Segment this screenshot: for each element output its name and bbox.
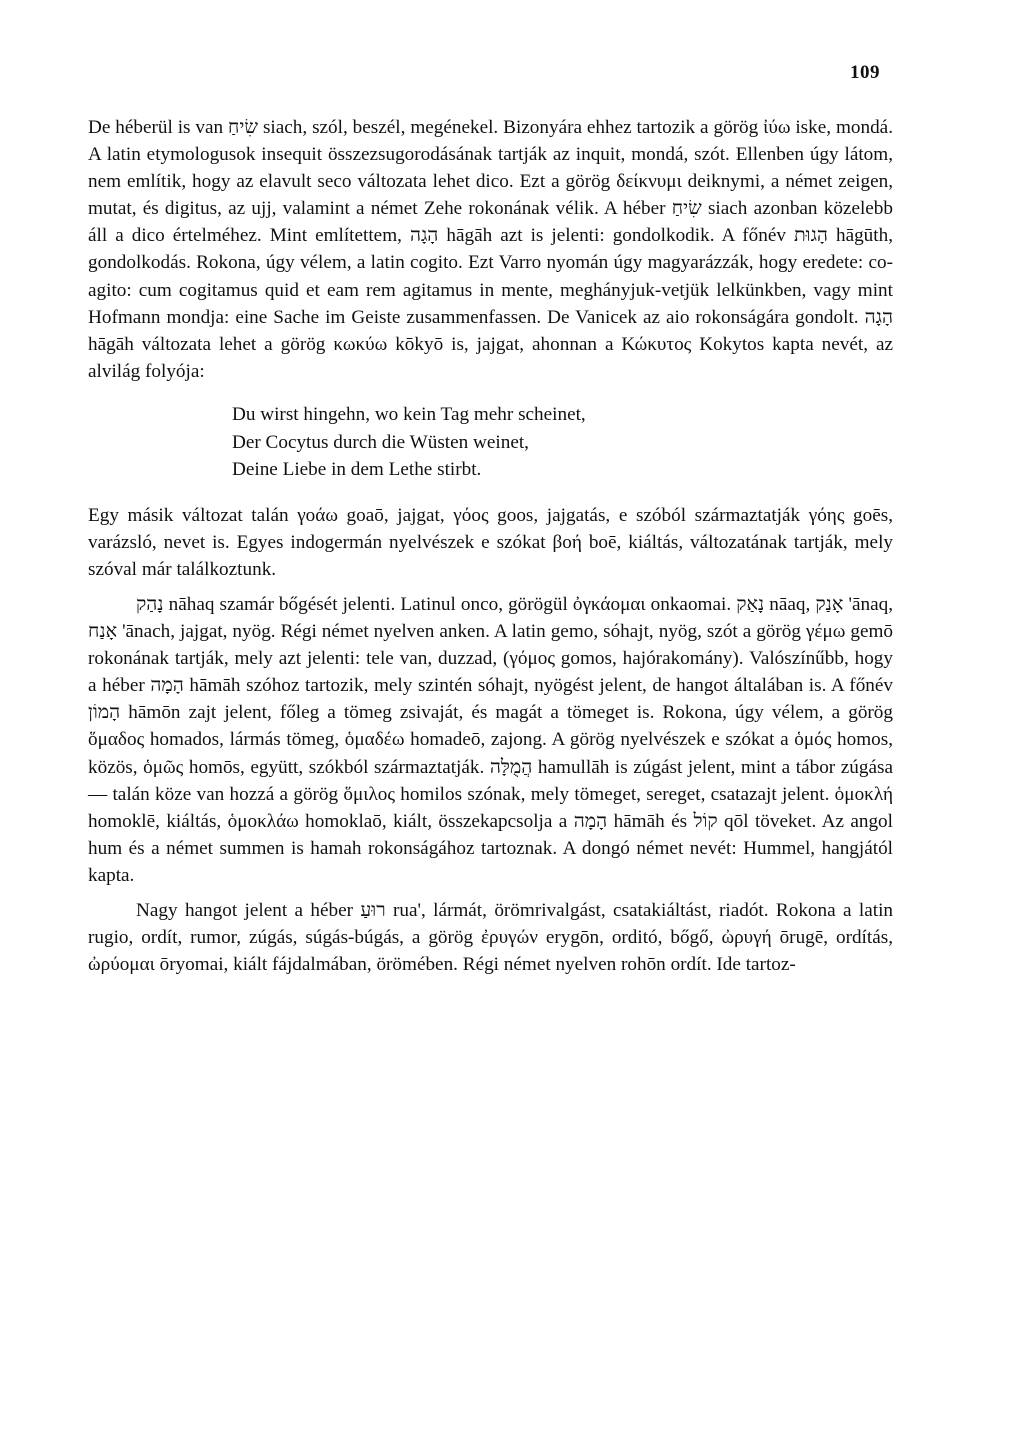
poem-line: Der Cocytus durch die Wüsten weinet, bbox=[232, 431, 529, 453]
paragraph: Egy másik változat talán γοάω goaō, jajgat, γόος goos, jajgatás, e szóból származtatják γόης goēs, varázsló, nevet is. Egyes indogermán nyelvészek e szókat βοή boē, kiáltás, változatának tartják, mely szóval már találkoztunk. bbox=[88, 504, 893, 580]
poem-line: Du wirst hingehn, wo kein Tag mehr scheinet, bbox=[232, 403, 586, 425]
paragraph: נָהַק nāhaq szamár bőgését jelenti. Latinul onco, görögül ὀγκάομαι onkaomai. נָאַק nāaq, אָנַק 'ānaq, אָנַח 'ānach, jajgat, nyög. Régi német nyelven anken. A latin gemo, sóhajt, nyög, szót a görög γέμω gemō rokonának tartják, mely azt jelenti: tele van, duzzad, (γόμος gomos, hajórakomány). Valószínűbb, hogy a héber הָמָה hāmāh szóhoz tartozik, mely szintén sóhajt, nyögést jelent, de hangot általában is. A főnév הָמוֹן hāmōn zajt jelent, főleg a tömeg zsivaját, és magát a tömeget is. Rokona, úgy vélem, a görög ὅμαδος homados, lármás tömeg, ὁμαδέω homadeō, zajong. A görög nyelvészek e szókat a ὁμός homos, közös, ὁμῶς homōs, együtt, szókból származtatják. הֲמֻלָּה hamullāh is zúgást jelent, mint a tábor zúgása — talán köze van hozzá a görög ὅμιλος homilos szónak, mely tömeget, sereget, csatazajt jelent. ὁμοκλή homoklē, kiáltás, ὁμοκλάω homoklaō, kiált, összekapcsolja a הָמָה hāmāh és קוֹל qōl töveket. Az angol hum és a német summen is hamah rokonságához tartoznak. A dongó német nevét: Hummel, hangjától kapta. bbox=[88, 594, 893, 886]
poem-block bbox=[232, 401, 893, 484]
body-text bbox=[88, 114, 893, 978]
paragraph: Nagy hangot jelent a héber רוּעַ rua', lármát, örömrivalgást, csatakiáltást, riadót. Rokona a latin rugio, ordít, rumor, zúgás, súgás-búgás, a görög ἐρυγών erygōn, orditó, bőgő, ὠρυγή ōrugē, ordítás, ὠρύομαι ōryomai, kiált fájdalmában, örömében. Régi német nyelven rohōn ordít. Ide tartoz- bbox=[88, 900, 893, 976]
poem-line: Deine Liebe in dem Lethe stirbt. bbox=[232, 459, 482, 481]
paragraph: De héberül is van שִׂיחַ siach, szól, beszél, megénekel. Bizonyára ehhez tartozik a görög ἰύω iske, mondá. A latin etymologusok insequit összezsugorodásának tartják az inquit, mondá, szót. Ellenben úgy látom, nem említik, hogy az elavult seco változata lehet dico. Ezt a görög δείκνυμι deiknymi, a német zeigen, mutat, és digitus, az ujj, valamint a német Zehe rokonának vélik. A héber שִׂיחַ siach azonban közelebb áll a dico értelméhez. Mint említettem, הָגָה hāgāh azt is jelenti: gondolkodik. A főnév הָגוּת hāgūth, gondolkodás. Rokona, úgy vélem, a latin cogito. Ezt Varro nyomán úgy magyarázzák, hogy eredete: co-agito: cum cogitamus quid et eam rem agitamus in mente, meghányjuk-vetjük lelkünkben, vagy mint Hofmann mondja: eine Sache im Geiste zusammenfassen. De Vanicek az aio rokonságára gondolt. הָגָה hāgāh változata lehet a görög κωκύω kōkyō is, jajgat, ahonnan a Κώκυτος Kokytos kapta nevét, az alvilág folyója: bbox=[88, 117, 893, 382]
page-number: 109 bbox=[850, 62, 880, 83]
